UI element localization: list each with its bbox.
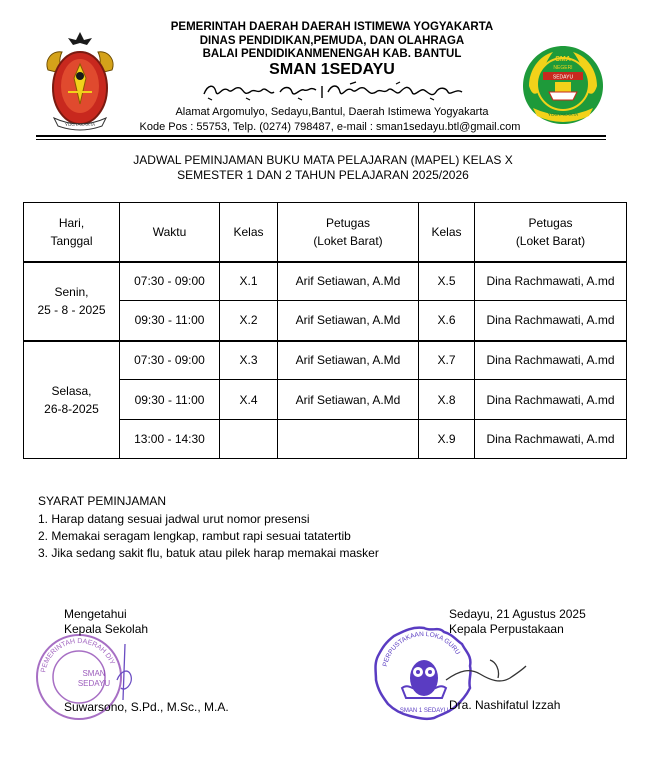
table-row [24, 262, 627, 301]
day-cell-monday: Senin, 25 - 8 - 2025 [24, 262, 120, 341]
header-day-date: Hari, Tanggal [24, 203, 120, 262]
officer-a-cell: Arif Setiawan, A.Md [278, 380, 419, 420]
letterhead-government-line: PEMERINTAH DAERAH DAERAH ISTIMEWA YOGYAKARTA [170, 21, 494, 33]
letterhead-rule-thin [36, 139, 606, 140]
time-cell: 13:00 - 14:30 [120, 420, 220, 459]
svg-text:YOGYAKARTA: YOGYAKARTA [64, 122, 96, 127]
officer-b-cell: Dina Rachmawati, A.md [475, 262, 627, 301]
time-cell: 09:30 - 11:00 [120, 380, 220, 420]
officer-a-cell: Arif Setiawan, A.Md [278, 341, 419, 380]
svg-text:SMA: SMA [555, 56, 571, 63]
class-b-cell: X.5 [419, 262, 475, 301]
svg-text:NEGERI: NEGERI [553, 65, 573, 71]
header-class-a: Kelas [220, 203, 278, 262]
signature-date: Sedayu, 21 Agustus 2025 [449, 607, 586, 621]
header-officer-b: Petugas (Loket Barat) [475, 203, 627, 262]
letterhead-office-line: BALAI PENDIDIKANMENENGAH KAB. BANTUL [202, 48, 462, 60]
officer-a-cell: Arif Setiawan, A.Md [278, 301, 419, 341]
letterhead-school-name: SMAN 1SEDAYU [269, 61, 395, 78]
time-cell: 09:30 - 11:00 [120, 301, 220, 341]
time-cell: 07:30 - 09:00 [120, 341, 220, 380]
header-officer-a: Petugas (Loket Barat) [278, 203, 419, 262]
left-signature-title: Kepala Sekolah [64, 622, 149, 636]
librarian-name: Dra. Nashifatul Izzah [449, 698, 561, 712]
requirement-item: 3. Jika sedang sakit flu, batuk atau pilek harap memakai masker [38, 546, 379, 560]
svg-text:SEDAYU: SEDAYU [552, 74, 574, 81]
table-row [24, 341, 627, 380]
letterhead-address: Alamat Argomulyo, Sedayu,Bantul, Daerah Istimewa Yogyakarta [175, 106, 489, 118]
svg-text:SMAN: SMAN [82, 669, 106, 678]
header-time: Waktu [120, 203, 220, 262]
officer-b-cell: Dina Rachmawati, A.md [475, 301, 627, 341]
letterhead-contact: Kode Pos : 55753, Telp. (0274) 798487, e-mail : sman1sedayu.btl@gmail.com [139, 121, 521, 133]
principal-name: Suwarsono, S.Pd., M.Sc., M.A. [64, 700, 229, 714]
officer-b-cell: Dina Rachmawati, A.md [475, 380, 627, 420]
table-header-row [24, 203, 627, 262]
officer-b-cell: Dina Rachmawati, A.md [475, 420, 627, 459]
svg-text:SEDAYU: SEDAYU [77, 679, 111, 688]
day-cell-tuesday: Selasa, 26-8-2025 [24, 341, 120, 459]
class-a-cell: X.4 [220, 380, 278, 420]
svg-text:SMAN 1 SEDAYU: SMAN 1 SEDAYU [399, 708, 449, 714]
class-a-cell: X.2 [220, 301, 278, 341]
requirement-item: 2. Memakai seragam lengkap, rambut rapi sesuai tatatertib [38, 529, 351, 543]
class-b-cell: X.9 [419, 420, 475, 459]
class-b-cell: X.8 [419, 380, 475, 420]
officer-b-cell: Dina Rachmawati, A.md [475, 341, 627, 380]
schedule-table [23, 202, 627, 459]
time-cell: 07:30 - 09:00 [120, 262, 220, 301]
class-a-cell: X.1 [220, 262, 278, 301]
svg-text:YOGYAKARTA: YOGYAKARTA [547, 112, 579, 117]
document-title-line1: JADWAL PEMINJAMAN BUKU MATA PELAJARAN (MAPEL) KELAS X [133, 153, 513, 167]
officer-a-cell [278, 420, 419, 459]
left-signature-label: Mengetahui [64, 607, 127, 621]
javanese-script-school-name [200, 80, 470, 102]
svg-text:PERPUSTAKAAN LOKA GURU: PERPUSTAKAAN LOKA GURU [381, 630, 462, 668]
class-a-cell [220, 420, 278, 459]
requirement-item: 1. Harap datang sesuai jadwal urut nomor presensi [38, 512, 310, 526]
right-signature-title: Kepala Perpustakaan [449, 622, 564, 636]
header-class-b: Kelas [419, 203, 475, 262]
class-a-cell: X.3 [220, 341, 278, 380]
document-title-line2: SEMESTER 1 DAN 2 TAHUN PELAJARAN 2025/2026 [177, 168, 469, 182]
class-b-cell: X.6 [419, 301, 475, 341]
letterhead-rule-thick [36, 135, 606, 137]
letterhead-department-line: DINAS PENDIDIKAN,PEMUDA, DAN OLAHRAGA [199, 35, 465, 47]
requirements-heading: SYARAT PEMINJAMAN [38, 494, 167, 508]
librarian-signature [440, 640, 530, 700]
svg-text:PEMERINTAH DAERAH DIY: PEMERINTAH DAERAH DIY [40, 637, 116, 674]
class-b-cell: X.7 [419, 341, 475, 380]
officer-a-cell: Arif Setiawan, A.Md [278, 262, 419, 301]
